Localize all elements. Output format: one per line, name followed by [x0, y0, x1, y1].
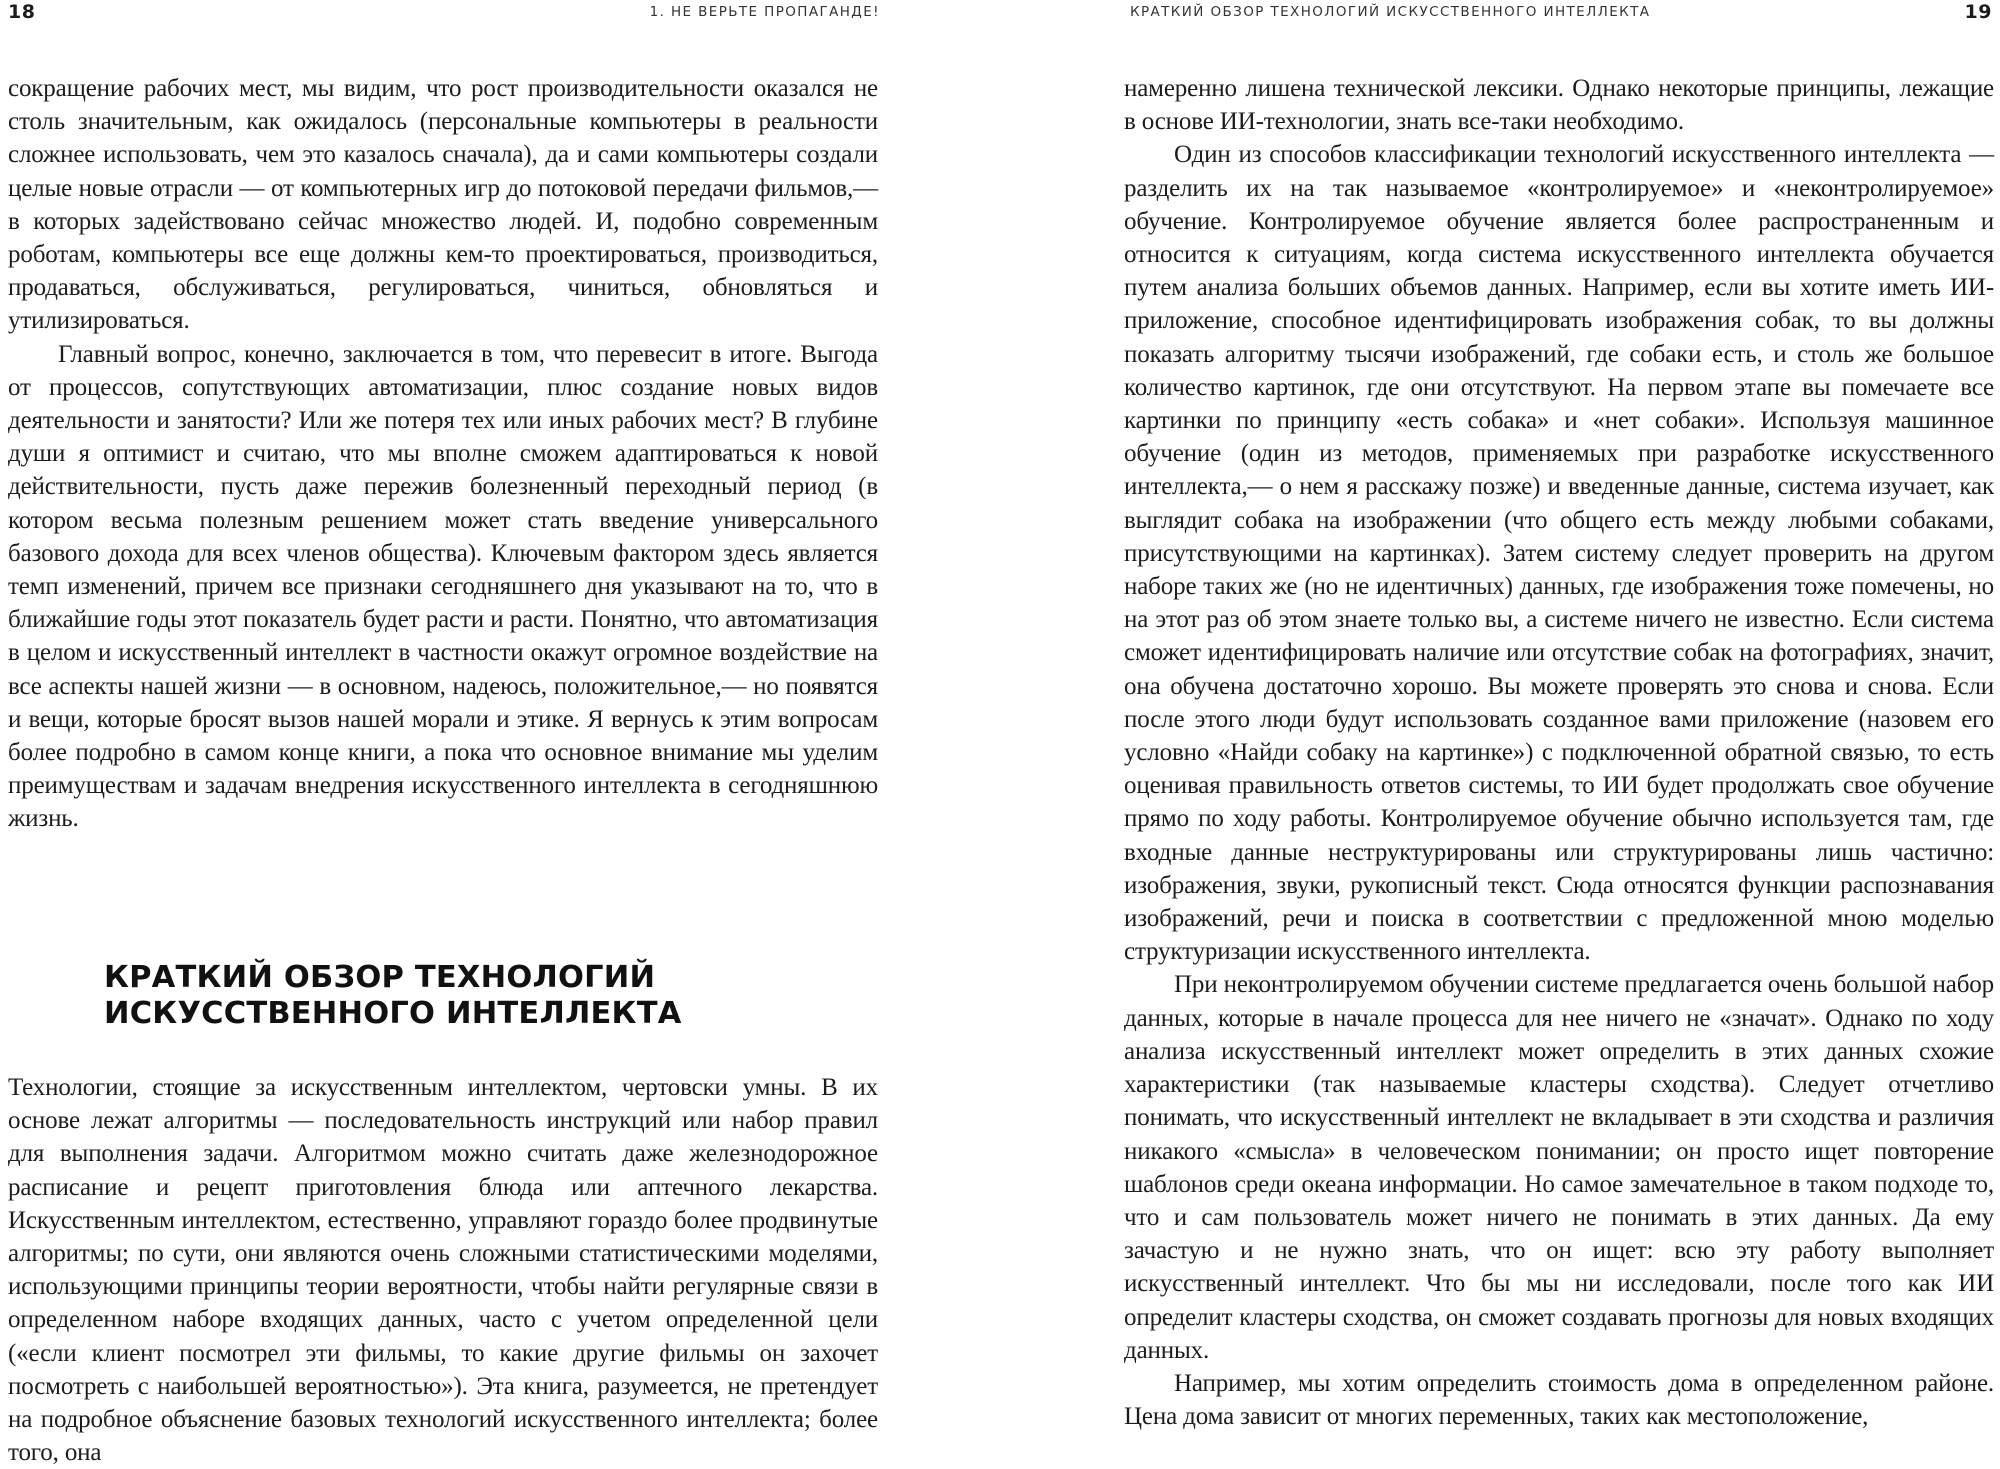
right-paragraph-4: Например, мы хотим определить стоимость дома в определенном районе. Цена дома зависит от многих переменных, таких как местоположение,: [1124, 1369, 1994, 1431]
section-heading: [104, 960, 864, 1032]
left-paragraph-1: сокращение рабочих мест, мы видим, что рост производительности оказался не столь значительным, как ожидалось (персональные компьютеры в реальности сложнее использовать, чем это казалось сначала), да и сами компьютеры создали целые новые отрасли — от компьютерных игр до потоковой передачи фильмов,— в которых задействовано сейчас множество людей. И, подобно современным роботам, компьютеры все еще должны кем-то проектироваться, производиться, продаваться, обслуживаться, регулироваться, чиниться, обновляться и утилизироваться.: [8, 75, 878, 335]
left-paragraph-2: Главный вопрос, конечно, заключается в том, что перевесит в итоге. Выгода от процессов, сопутствующих автоматизации, плюс создание новых видов деятельности и занятости? Или же потеря тех или иных рабочих мест? В глубине души я оптимист и считаю, что мы вполне сможем адаптироваться к новой действительности, пусть даже пережив болезненный переходный период (в котором весьма полезным решением может стать введение универсального базового дохода для всех членов общества). Ключевым фактором здесь является темп изменений, причем все признаки сегодняшнего дня указывают на то, что в ближайшие годы этот показатель будет расти и расти. Понятно, что автоматизация в целом и искусственный интеллект в частности окажут огромное воздействие на все аспекты нашей жизни — в основном, надеюсь, положительное,— но появятся и вещи, которые бросят вызов нашей морали и этике. Я вернусь к этим вопросам более подробно в самом конце книги, а пока что основное внимание мы уделим преимуществам и задачам внедрения искусственного интеллекта в сегодняшнюю жизнь.: [8, 340, 878, 833]
right-paragraph-3: При неконтролируемом обучении системе предлагается очень большой набор данных, которые в начале процесса для нее ничего не «значат». Однако по ходу анализа искусственный интеллект может определить в этих данных схожие характеристики (так называемые кластеры сходства). Следует отчетливо понимать, что искусственный интеллект не вкладывает в эти сходства и различия никакого «смысла» в человеческом понимании; он просто ищет повторение шаблонов среди океана информации. Но самое замечательное в таком подходе то, что и сам пользователь может ничего не понимать в этих данных. Да ему зачастую и не нужно знать, что он ищет: всю эту работу выполняет искусственный интеллект. Что бы мы ни исследовали, после того как ИИ определит кластеры сходства, он сможет создавать прогнозы для новых входящих данных.: [1124, 971, 1994, 1364]
section-heading-line-2: ИСКУССТВЕННОГО ИНТЕЛЛЕКТА: [104, 996, 682, 1031]
right-page-header: [1130, 0, 1992, 24]
right-page: [1000, 0, 2000, 1438]
section-body-text: [8, 1071, 878, 1469]
left-body-text: [8, 72, 878, 836]
section-paragraph: Технологии, стоящие за искусственным интеллектом, чертовски умны. В их основе лежат алгоритмы — последовательность инструкций или набор правил для выполнения задачи. Алгоритмом можно считать даже железнодорожное расписание и рецепт приготовления блюда или аптечного лекарства. Искусственным интеллектом, естественно, управляют гораздо более продвинутые алгоритмы; по сути, они являются очень сложными статистическими моделями, использующими принципы теории вероятности, чтобы найти регулярные связи в определенном наборе входящих данных, часто с учетом определенной цели («если клиент посмотрел эти фильмы, то какие другие фильмы он захочет посмотреть с наибольшей вероятностью»). Эта книга, разумеется, не претендует на подробное объяснение базовых технологий искусственного интеллекта; более того, она: [8, 1074, 878, 1467]
left-page-header: [8, 0, 880, 24]
right-page-number: 19: [1964, 1, 1992, 23]
right-paragraph-2: Один из способов классификации технологий искусственного интеллекта — разделить их на так называемое «контролируемое» и «неконтролируемое» обучение. Контролируемое обучение является более распространенным и относится к ситуациям, когда система искусственного интеллекта обучается путем анализа больших объемов данных. Например, если вы хотите иметь ИИ-приложение, способное идентифицировать изображения собак, то вы должны показать алгоритму тысячи изображений, где собаки есть, и столь же большое количество картинок, где они отсутствуют. На первом этапе вы помечаете все картинки по принципу «есть собака» и «нет собаки». Используя машинное обучение (один из методов, применяемых при разработке искусственного интеллекта,— о нем я расскажу позже) и введенные данные, система изучает, как выглядит собака на изображении (что общего есть между любыми собаками, присутствующими на картинках). Затем систему следует проверить на другом наборе таких же (но не идентичных) данных, где изображения тоже помечены, но на этот раз об этом знаете только вы, а системе ничего не известно. Если система сможет идентифицировать наличие или отсутствие собак на фотографиях, значит, она обучена достаточно хорошо. Вы можете проверять это снова и снова. Если после этого люди будут использовать созданное вами приложение (назовем его условно «Найди собаку на картинке») с подключенной обратной связью, то есть оценивая правильность ответов системы, то ИИ будет продолжать свое обучение прямо по ходу работы. Контролируемое обучение обычно используется там, где входные данные неструктурированы или структурированы лишь частично: изображения, звуки, рукописный текст. Сюда относятся функции распознавания изображений, речи и поиска в соответствии с предложенной мною моделью структуризации искусственного интеллекта.: [1124, 141, 1994, 966]
right-paragraph-1: намеренно лишена технической лексики. Однако некоторые принципы, лежащие в основе ИИ-технологии, знать все-таки необходимо.: [1124, 75, 1994, 136]
section-heading-line-1: КРАТКИЙ ОБЗОР ТЕХНОЛОГИЙ: [104, 960, 656, 995]
right-body-text: [1124, 72, 1994, 1433]
left-page: [0, 0, 1000, 1467]
left-running-head: 1. НЕ ВЕРЬТЕ ПРОПАГАНДЕ!: [649, 4, 880, 20]
left-page-number: 18: [8, 1, 36, 23]
right-running-head: КРАТКИЙ ОБЗОР ТЕХНОЛОГИЙ ИСКУССТВЕННОГО ИНТЕЛЛЕКТА: [1130, 4, 1651, 20]
